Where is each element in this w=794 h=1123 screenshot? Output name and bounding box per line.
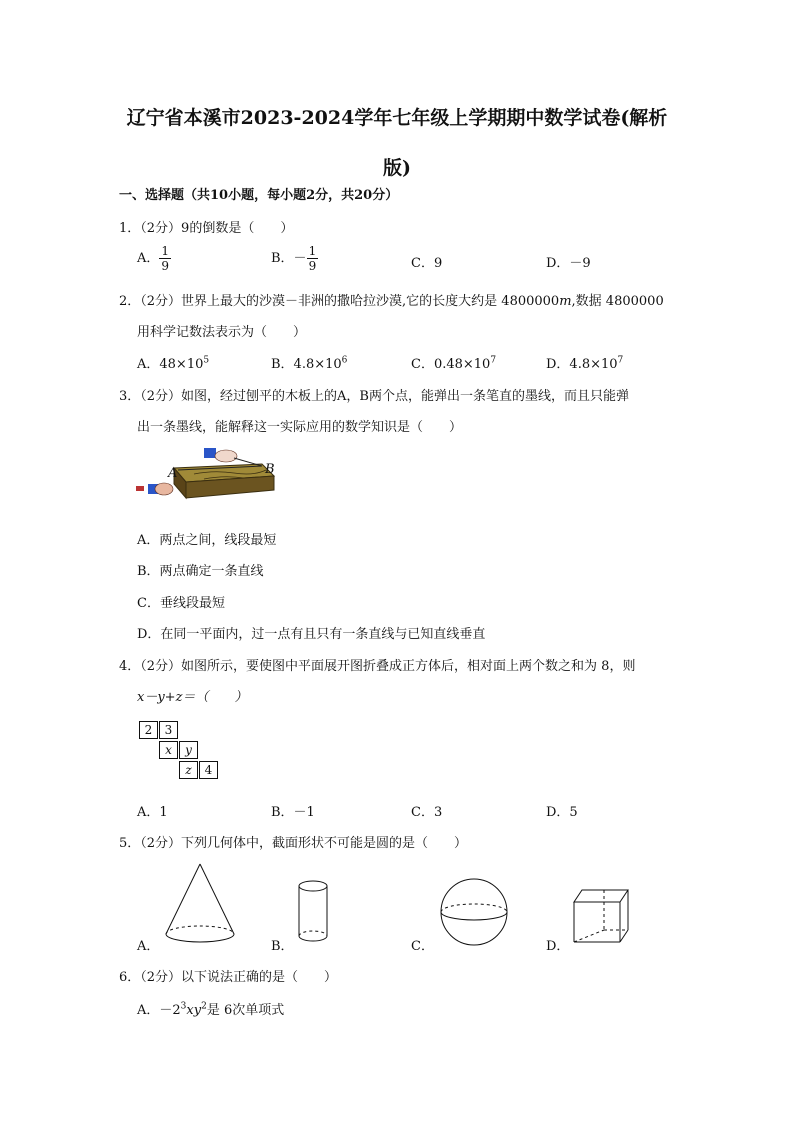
q1-option-d: D．－9 xyxy=(546,256,591,271)
q3-option-c: C．垂线段最短 xyxy=(137,596,225,611)
q3-option-d: D．在同一平面内，过一点有且只有一条直线与已知直线垂直 xyxy=(137,627,486,642)
page-title xyxy=(100,93,694,193)
q6-stem: 6．（2分）以下说法正确的是（ ） xyxy=(119,970,338,985)
q1-option-c: C．9 xyxy=(411,256,443,271)
q5-option-c: C． xyxy=(411,939,434,954)
sphere-figure xyxy=(438,876,510,948)
net-cell: y xyxy=(179,741,198,759)
q2-option-b: B．$4.8\times 10^6$ xyxy=(271,355,348,372)
q3-stem-line1: 3．（2分）如图，经过刨平的木板上的A，B两个点，能弹出一条笔直的墨线，而且只能弹 xyxy=(119,389,629,404)
net-cell: z xyxy=(179,761,198,779)
net-cell: x xyxy=(159,741,178,759)
q2-stem-line1: 2．（2分）世界上最大的沙漠－非洲的撒哈拉沙漠,它的长度大约是 4800000m,数据 4800000 xyxy=(119,294,664,309)
section-heading: 一、选择题（共10小题，每小题2分，共20分） xyxy=(119,188,399,203)
q3-stem-line2: 出一条墨线，能解释这一实际应用的数学知识是（ ） xyxy=(137,420,463,435)
q4-option-a: A．1 xyxy=(137,805,168,820)
cone-figure xyxy=(162,862,238,948)
q5-stem: 5．（2分）下列几何体中，截面形状不可能是圆的是（ ） xyxy=(119,836,468,851)
q1-option-b: B．－ $\frac{1}{9}$ xyxy=(271,244,317,273)
q2-option-d: D．$4.8\times 10^7$ xyxy=(546,355,624,372)
q5-option-a: A． xyxy=(137,939,160,954)
q3-option-a: A．两点之间，线段最短 xyxy=(137,533,277,548)
q6-option-a: A．$-2^3xy^2$是 6次单项式 xyxy=(137,1001,285,1018)
title-line-2: 版) xyxy=(383,157,411,179)
cylinder-figure xyxy=(296,878,330,948)
q4-option-d: D．5 xyxy=(546,805,578,820)
q5-option-d: D． xyxy=(546,939,570,954)
q4-stem-line1: 4．（2分）如图所示，要使图中平面展开图折叠成正方体后，相对面上两个数之和为 8，则 xyxy=(119,659,636,674)
triangular-prism-figure xyxy=(570,882,630,948)
q1-stem: 1．（2分）9的倒数是（ ） xyxy=(119,221,294,236)
q5-option-b: B． xyxy=(271,939,294,954)
point-b-label: B xyxy=(265,462,275,477)
net-cell: 3 xyxy=(159,721,178,739)
wood-board-figure xyxy=(134,444,284,506)
q4-option-c: C．3 xyxy=(411,805,443,820)
q4-stem-line2: x－y+z＝（ ） xyxy=(137,690,248,705)
q2-option-a: A．$48\times 10^5$ xyxy=(137,355,210,372)
q4-option-b: B．－1 xyxy=(271,805,315,820)
net-cell: 2 xyxy=(139,721,158,739)
title-line-1: 辽宁省本溪市2023-2024学年七年级上学期期中数学试卷(解析 xyxy=(126,107,668,129)
point-a-label: A xyxy=(168,466,178,481)
q1-option-a: A． $\frac{1}{9}$ xyxy=(137,244,170,273)
net-cell: 4 xyxy=(199,761,218,779)
q2-stem-line2: 用科学记数法表示为（ ） xyxy=(137,325,307,340)
q2-option-c: C．$0.48\times 10^7$ xyxy=(411,355,497,372)
q3-option-b: B．两点确定一条直线 xyxy=(137,564,264,579)
